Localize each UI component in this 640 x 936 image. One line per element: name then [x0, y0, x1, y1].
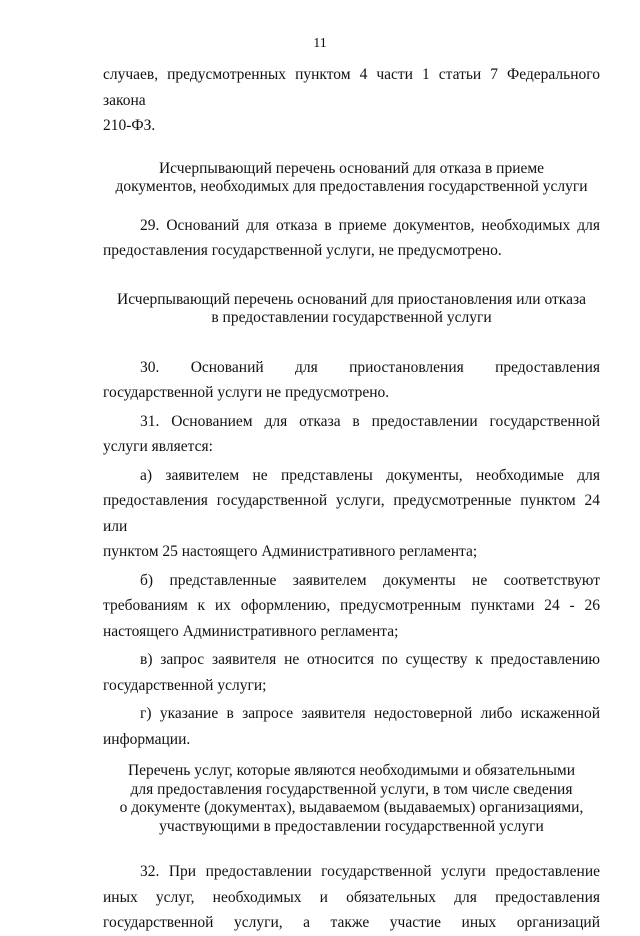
paragraph-line: 30. Оснований для приостановления предоставления — [140, 358, 600, 376]
heading-line: для предоставления государственной услуги, в том числе сведения — [130, 780, 573, 798]
section-heading-refusal-documents — [103, 160, 600, 197]
section-heading-services — [103, 762, 600, 836]
heading-line: в предоставлении государственной услуги — [211, 309, 492, 326]
heading-line: Перечень услуг, которые являются необходимыми и обязательными — [127, 762, 576, 779]
page-number: 11 — [313, 36, 327, 51]
heading-line: участвующими в предоставлении государственной услуги — [159, 817, 544, 835]
paragraph-line: государственной услуги не предусмотрено. — [103, 384, 390, 401]
list-item-v — [103, 647, 600, 698]
heading-line: документов, необходимых для предоставления государственной услуги — [115, 178, 588, 195]
paragraph-line: настоящего Административного регламента; — [103, 622, 399, 640]
paragraph-line: 32. При предоставлении государственной услуги предоставление — [140, 863, 600, 880]
paragraph-line: государственной услуги, а также участие иных организаций — [103, 914, 600, 931]
section-heading-suspension — [103, 291, 600, 328]
paragraph-line: а) заявителем не представлены документы, необходимые для — [140, 466, 600, 484]
paragraph-30 — [103, 355, 600, 406]
paragraph-intro — [103, 62, 600, 139]
paragraph-31 — [103, 409, 600, 460]
paragraph-line: иных услуг, необходимых и обязательных для предоставления — [103, 888, 600, 906]
paragraph-line: г) указание в запросе заявителя недостоверной либо искаженной — [140, 705, 600, 722]
list-item-a — [103, 463, 600, 565]
paragraph-line: 29. Оснований для отказа в приеме документов, необходимых для — [140, 216, 600, 234]
paragraph-line: информации. — [103, 730, 191, 748]
paragraph-32 — [103, 859, 600, 936]
paragraph-29 — [103, 213, 600, 264]
list-item-g — [103, 701, 600, 752]
paragraph-line: 210-ФЗ. — [103, 117, 156, 134]
paragraph-line: б) представленные заявителем документы не соответствуют — [140, 571, 600, 589]
paragraph-line: государственной услуги; — [103, 676, 267, 694]
paragraph-line: 31. Основанием для отказа в предоставлении государственной — [140, 412, 600, 430]
paragraph-line: предоставления государственной услуги, не предусмотрено. — [103, 242, 502, 259]
paragraph-line: предоставления государственной услуги, предусмотренные пунктом 24 или — [103, 492, 600, 535]
paragraph-line: услуги является: — [103, 438, 213, 455]
heading-line: Исчерпывающий перечень оснований для приостановления или отказа — [117, 290, 586, 308]
heading-line: Исчерпывающий перечень оснований для отказа в приеме — [158, 159, 545, 177]
paragraph-line: требованиям к их оформлению, предусмотренным пунктами 24 - 26 — [103, 597, 600, 614]
paragraph-line: случаев, предусмотренных пунктом 4 части 1 статьи 7 Федерального закона — [103, 66, 600, 109]
list-item-b — [103, 568, 600, 645]
heading-line: о документе (документах), выдаваемом (выдаваемых) организациями, — [119, 799, 584, 816]
paragraph-line: в) запрос заявителя не относится по существу к предоставлению — [140, 651, 600, 668]
paragraph-line: пунктом 25 настоящего Административного регламента; — [103, 543, 478, 560]
document-body — [103, 62, 600, 936]
